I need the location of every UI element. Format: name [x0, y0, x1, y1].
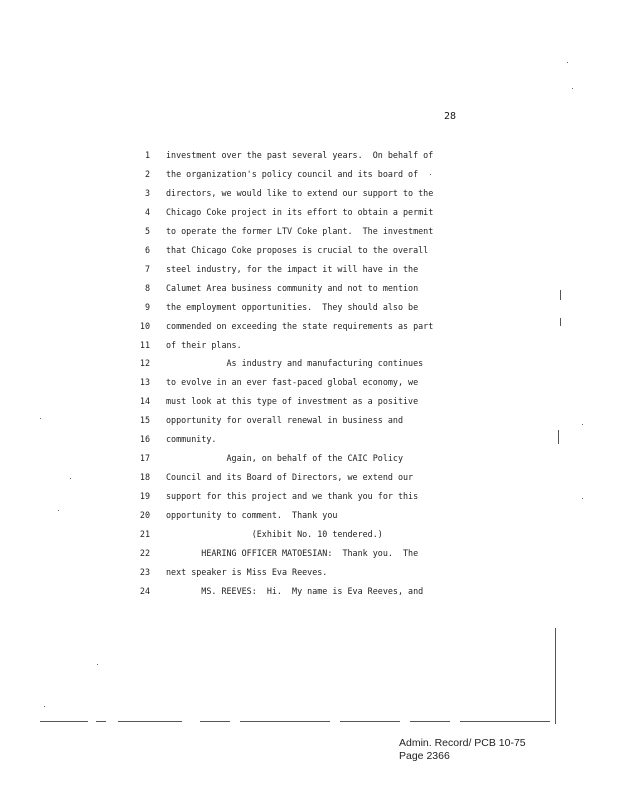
line-number: 6	[144, 244, 150, 255]
transcript-line: community.	[166, 434, 217, 445]
bottom-rule	[96, 721, 106, 722]
transcript-line: support for this project and we thank you for this	[166, 491, 419, 502]
line-number: 7	[144, 263, 150, 274]
transcript-line: opportunity for overall renewal in business and	[166, 415, 403, 426]
transcript-line: Chicago Coke project in its effort to obtain a permit	[166, 206, 434, 217]
line-number: 24	[139, 585, 150, 596]
page-number: 28	[444, 111, 457, 122]
line-number: 4	[144, 206, 150, 217]
margin-mark	[560, 318, 561, 326]
bottom-rule	[340, 721, 400, 722]
transcript-line: that Chicago Coke proposes is crucial to the overall	[166, 244, 429, 255]
transcript-line: Again, on behalf of the CAIC Policy	[166, 453, 403, 464]
transcript-line: MS. REEVES: Hi. My name is Eva Reeves, and	[166, 585, 424, 596]
scan-speck	[572, 88, 573, 89]
line-number: 1	[144, 150, 150, 160]
transcript-line: the organization's policy council and its board of	[166, 168, 419, 179]
line-number: 2	[144, 168, 150, 179]
transcript-line: Council and its Board of Directors, we extend our	[166, 472, 414, 483]
scan-speck	[430, 174, 431, 175]
line-number: 20	[139, 510, 150, 521]
transcript-line: opportunity to comment. Thank you	[166, 510, 338, 521]
transcript-line: steel industry, for the impact it will have in the	[166, 263, 419, 274]
page-label: Page 2366	[399, 750, 450, 762]
line-number: 3	[144, 187, 150, 198]
footer-stamp	[399, 737, 526, 763]
line-number: 23	[139, 566, 150, 577]
transcript-line: directors, we would like to extend our support to the	[166, 187, 434, 198]
bottom-rule	[460, 721, 550, 722]
transcript-line: As industry and manufacturing continues	[166, 358, 424, 369]
scan-speck	[70, 478, 71, 479]
scan-speck	[567, 62, 568, 63]
transcript-line: investment over the past several years. On behalf of	[166, 150, 434, 160]
line-number: 10	[139, 320, 150, 331]
transcript-line: (Exhibit No. 10 tendered.)	[166, 529, 383, 539]
scan-speck	[97, 664, 98, 665]
transcript-line: HEARING OFFICER MATOESIAN: Thank you. The	[166, 547, 419, 558]
transcript-line: to operate the former LTV Coke plant. The investment	[166, 225, 434, 236]
bottom-rule	[240, 721, 330, 722]
line-number: 12	[139, 358, 150, 369]
line-number: 5	[144, 225, 150, 236]
line-number: 17	[139, 453, 150, 464]
transcript-line: the employment opportunities. They should also be	[166, 301, 419, 312]
bottom-rule	[118, 721, 182, 722]
transcript-line: to evolve in an ever fast-paced global economy, we	[166, 377, 419, 388]
line-number: 13	[139, 377, 150, 388]
line-number: 16	[139, 434, 150, 445]
line-number: 22	[139, 547, 150, 558]
scan-speck	[582, 424, 583, 425]
line-number: 11	[139, 339, 150, 350]
record-label: Admin. Record/ PCB 10-75	[399, 737, 526, 749]
line-number: 14	[139, 396, 150, 407]
line-number: 18	[139, 472, 150, 483]
bottom-rule	[200, 721, 230, 722]
transcript-line: commended on exceeding the state requirements as part	[166, 320, 434, 331]
transcript-line: Calumet Area business community and not to mention	[166, 282, 419, 293]
margin-mark	[558, 430, 559, 444]
bottom-rule	[40, 721, 88, 722]
scan-speck	[582, 498, 583, 499]
line-number: 9	[144, 301, 150, 312]
transcript-line: of their plans.	[166, 339, 242, 350]
bottom-rule	[410, 721, 450, 722]
margin-mark	[555, 628, 556, 724]
line-number: 15	[139, 415, 150, 426]
line-number: 21	[139, 529, 150, 539]
line-number: 8	[144, 282, 150, 293]
scan-speck	[44, 706, 45, 707]
scan-speck	[40, 418, 41, 419]
transcript-line: must look at this type of investment as a positive	[166, 396, 419, 407]
line-number: 19	[139, 491, 150, 502]
margin-mark	[560, 290, 561, 300]
transcript-line: next speaker is Miss Eva Reeves.	[166, 566, 328, 577]
scan-speck	[58, 510, 59, 511]
